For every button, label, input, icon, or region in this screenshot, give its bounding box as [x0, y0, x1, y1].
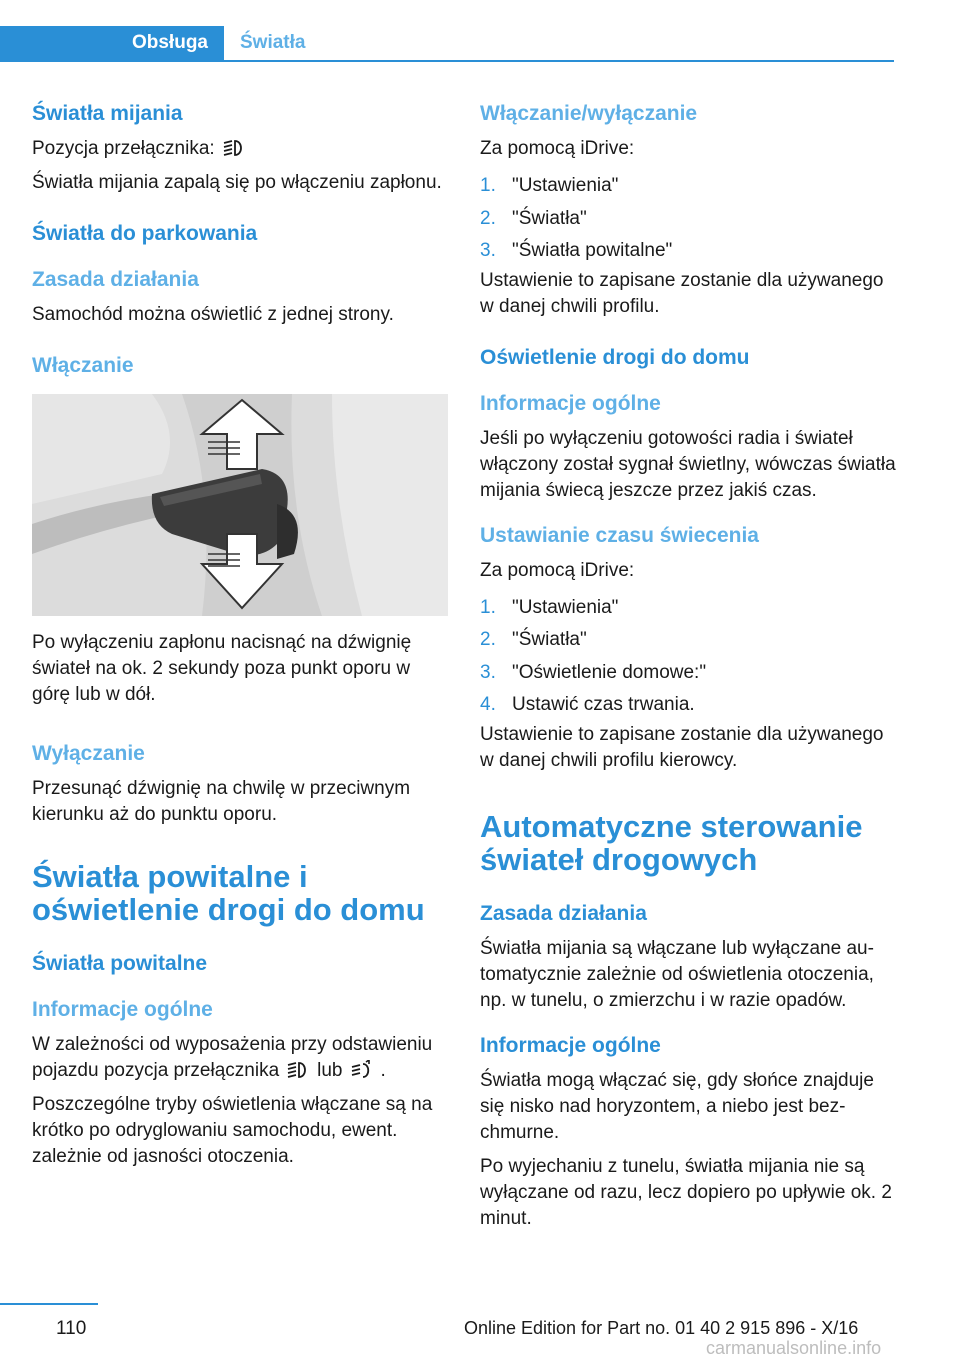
list-item: 2. "Światła"	[480, 629, 587, 650]
heading-wlaczanie: Włączanie	[32, 354, 134, 377]
heading-wylaczanie: Wyłączanie	[32, 742, 145, 765]
auto-light-icon	[349, 1060, 375, 1080]
list-ustawienia-2	[480, 592, 896, 722]
heading-informacje: Informacje ogólne	[32, 998, 213, 1021]
header-bar	[0, 26, 894, 62]
heading-zasada: Zasada działania	[32, 268, 199, 291]
right-column	[480, 100, 896, 1232]
paragraph-informacje: W zależności od wyposażenia przy odstawieniu pojazdu pozycja przełącznika lub .	[32, 1034, 433, 1081]
heading-oswietlenie: Oświetlenie drogi do domu	[480, 345, 750, 369]
paragraph-wylaczanie: Przesunąć dźwignię na chwilę w przeciwnym kierunku aż do punktu oporu.	[32, 778, 411, 825]
footer-edition: Online Edition for Part no. 01 40 2 915 896 - X/16	[464, 1318, 859, 1338]
paragraph-info2b: Po wyjechaniu z tunelu, światła mijania nie są wyłączane od razu, lecz dopiero po upływie ok. 2 minut.	[480, 1155, 892, 1229]
list-item: 1. "Ustawienia"	[480, 596, 619, 618]
heading-info: Informacje ogólne	[480, 391, 661, 415]
paragraph-pozycja: Pozycja przełącznika:	[32, 136, 448, 162]
low-beam-icon	[221, 138, 247, 158]
paragraph-zapis2: Ustawienie to zapisane zostanie dla używanego w danej chwili profilu kierowcy.	[480, 723, 884, 771]
page-number: 110	[56, 1318, 87, 1339]
heading-automatyczne: Automatyczne sterowanie świateł drogowych	[480, 808, 863, 877]
list-item: 4. Ustawić czas trwania.	[480, 694, 695, 715]
list-item: 2. "Światła"	[480, 207, 587, 229]
heading-powitalne: Światła powitalne	[32, 952, 208, 975]
paragraph-poszczegolne: Poszczególne tryby oświetlenia włączane są na krótko po odryglowaniu samochodu, ewent. zależnie od jasności otoczenia.	[32, 1094, 433, 1167]
paragraph-zasada-right: Światła mijania są włączane lub wyłączane automatycznie zależnie od oświetlenia otoczenia, np. w tunelu, o zmierzchu i w razie opadów.	[480, 937, 874, 1011]
heading-powitalne-main: Światła powitalne i oświetlenie drogi do domu	[32, 859, 425, 927]
heading-info2: Informacje ogólne	[480, 1033, 661, 1057]
list-item: 3. "Oświetlenie domowe:"	[480, 661, 707, 683]
low-beam-icon	[285, 1060, 311, 1080]
tab-swiatla[interactable]: Światła	[240, 32, 306, 53]
paragraph-info: Jeśli po wyłączeniu gotowości radia i świateł włączony został sygnał świetlny, wówczas światła mijania świecą jeszcze przez jakiś czas.	[480, 427, 896, 501]
tab-obsluga[interactable]: Obsługa	[0, 26, 224, 60]
lever-illustration	[32, 394, 448, 616]
list-item: 3. "Światła powitalne"	[480, 240, 673, 261]
left-column	[32, 100, 448, 1170]
paragraph-idrive1: Za pomocą iDrive:	[480, 138, 635, 159]
heading-parkowania: Światła do parkowania	[32, 222, 258, 245]
list-item: 1. "Ustawienia"	[480, 175, 619, 196]
paragraph-mijania: Światła mijania zapalą się po włączeniu zapłonu.	[32, 172, 442, 193]
watermark: carmanualsonline.info	[706, 1338, 882, 1358]
heading-swiatla-mijania: Światła mijania	[32, 102, 183, 125]
paragraph-info2a: Światła mogą włączać się, gdy słońce znajduje się nisko nad horyzontem, a niebo jest bezchmurne.	[480, 1069, 874, 1143]
paragraph-po-wylaczeniu: Po wyłączeniu zapłonu nacisnąć na dźwignię świateł na ok. 2 sekundy poza punkt oporu w górę lub w dół.	[32, 632, 412, 705]
light-lever-image	[32, 394, 448, 616]
heading-wlacz-wylacz: Włączanie/wyłączanie	[480, 102, 698, 125]
paragraph-zapis1: Ustawienie to zapisane zostanie dla używanego w danej chwili profilu.	[480, 269, 884, 317]
paragraph-idrive2: Za pomocą iDrive:	[480, 559, 635, 581]
heading-ustawianie: Ustawianie czasu świecenia	[480, 523, 759, 547]
heading-zasada-right: Zasada działania	[480, 901, 647, 925]
paragraph-zasada: Samochód można oświetlić z jednej strony.	[32, 304, 394, 325]
list-ustawienia-1	[480, 170, 896, 268]
page-number-rule	[0, 1303, 98, 1305]
